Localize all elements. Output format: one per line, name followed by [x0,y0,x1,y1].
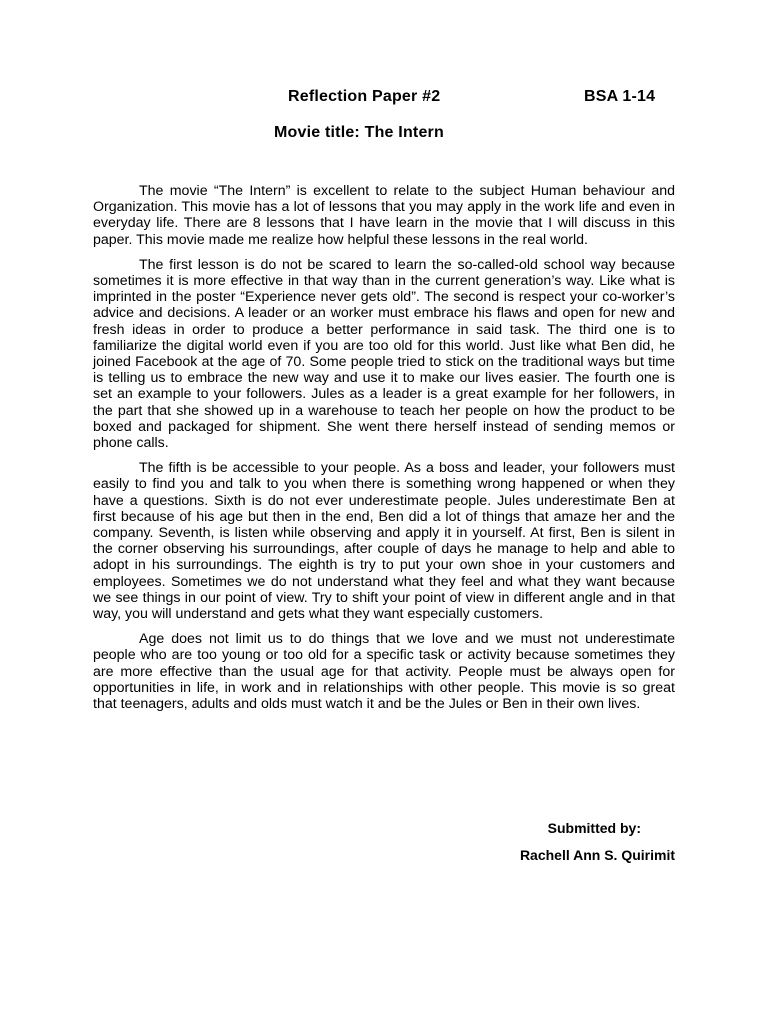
section-code: BSA 1-14 [584,88,656,105]
paragraph-2: The first lesson is do not be scared to learn the so-called-old school way because sometimes it is more effective in that way than in the current generation’s way. Like what is imprinted in the poster “Experience never gets old”. The second is respect your co-worker’s advice and decisions. A leader or an worker must embrace his flaws and open for new and fresh ideas in order to produce a better performance in said task. The third one is to familiarize the digital world even if you are too old for this world. Just like what Ben did, he joined Facebook at the age of 70. Some people tried to stick on the traditional ways but time is telling us to embrace the new way and use it to make our lives easier. The fourth one is set an example to your followers. Jules as a leader is a great example for her followers, in the part that she showed up in a warehouse to teach her people on how the product to be boxed and packaged for shipment. She went there herself instead of sending memos or phone calls. [93,256,675,452]
header-row [0,88,768,112]
paper-title: Reflection Paper #2 [288,88,441,105]
movie-title: Movie title: The Intern [274,124,444,141]
body-text [93,183,675,721]
paragraph-3: The fifth is be accessible to your people. As a boss and leader, your followers must easily to find you and talk to you when there is something wrong happened or when they have a questions. Sixth is do not ever underestimate people. Jules underestimate Ben at first because of his age but then in the end, Ben did a lot of things that amaze her and the company. Seventh, is listen while observing and apply it in yourself. At first, Ben is silent in the corner observing his surroundings, after couple of days he manage to help and able to adopt in his surroundings. The eighth is try to put your own shoe in your customers and employees. Sometimes we do not understand what they feel and what they want because we see things in our point of view. Try to shift your point of view in different angle and in that way, you will understand and gets what they want especially customers. [93,460,675,623]
submitted-by-label: Submitted by: [547,820,641,836]
paragraph-1: The movie “The Intern” is excellent to relate to the subject Human behaviour and Organization. This movie has a lot of lessons that you may apply in the work life and even in everyday life. There are 8 lessons that I have learn in the movie that I will discuss in this paper. This movie made me realize how helpful these lessons in the real world. [93,183,675,248]
author-name: Rachell Ann S. Quirimit [519,847,675,863]
paragraph-4: Age does not limit us to do things that we love and we must not underestimate people who are too young or too old for a specific task or activity because sometimes they are more effective than the usual age for that activity. People must be always open for opportunities in life, in work and in relationships with other people. This movie is so great that teenagers, adults and olds must watch it and be the Jules or Ben in their own lives. [93,631,675,713]
signature-block [520,820,675,863]
